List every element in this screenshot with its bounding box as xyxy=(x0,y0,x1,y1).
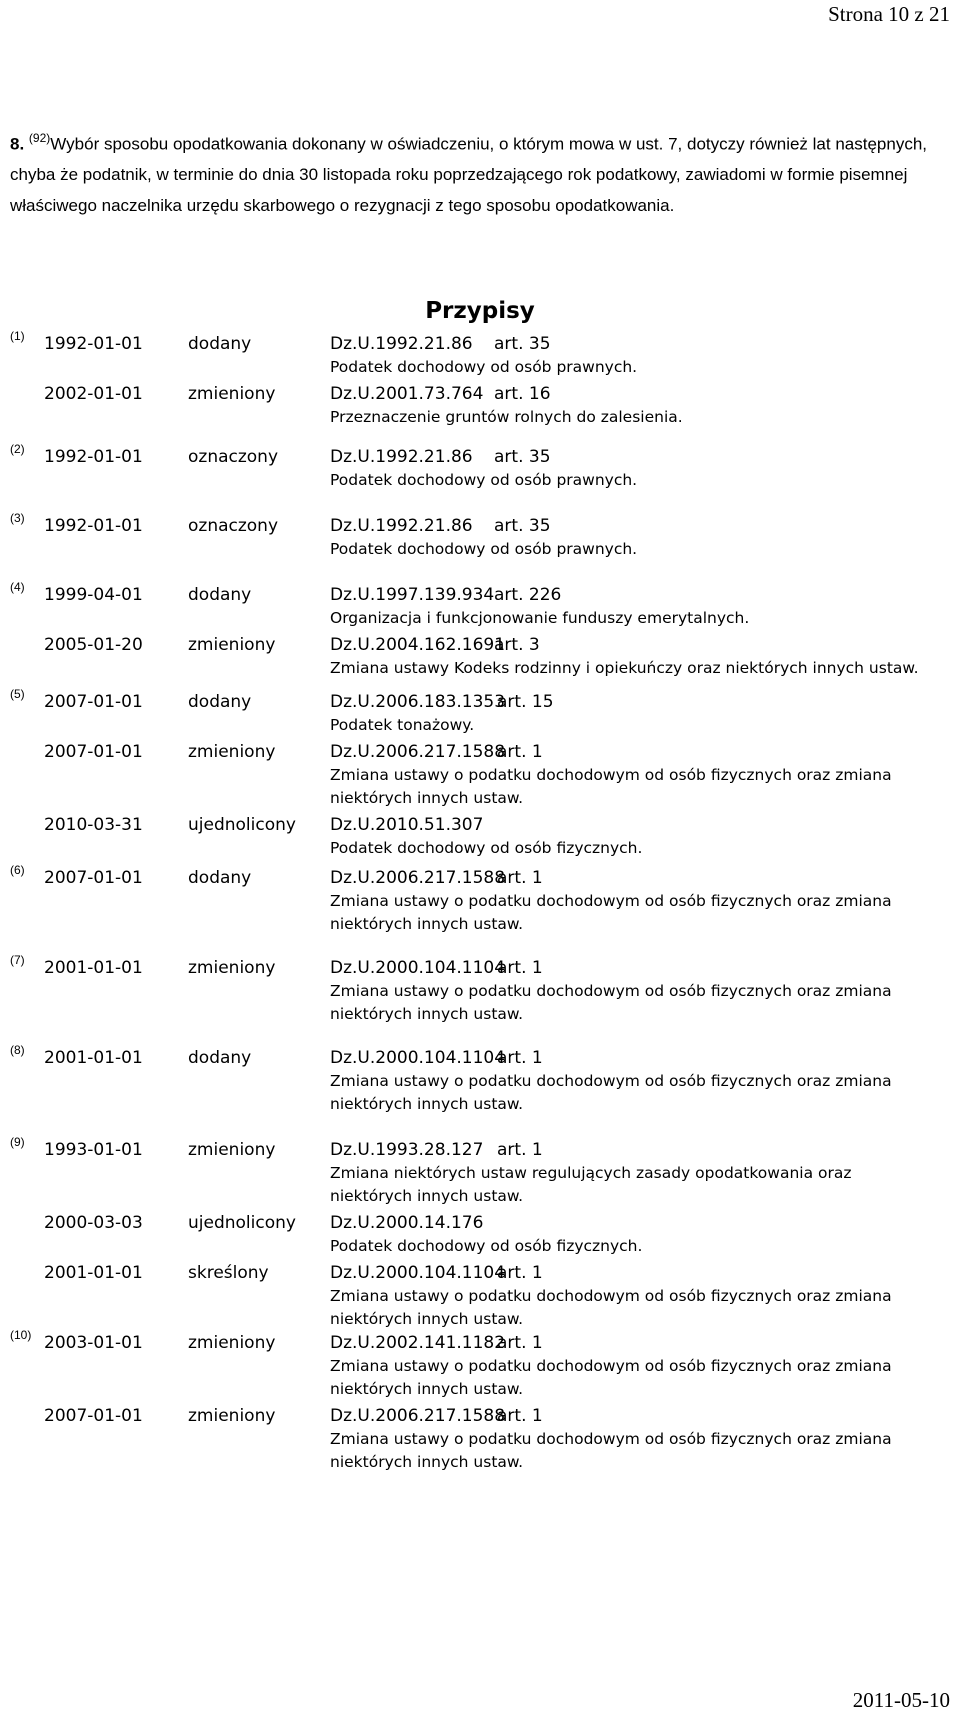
entry-journal-ref: Dz.U.2000.104.1104 xyxy=(330,958,506,978)
entry-date: 2000-03-03 xyxy=(44,1213,143,1233)
footnote-entry xyxy=(0,447,960,474)
entry-action: dodany xyxy=(188,334,252,354)
entry-description: Przeznaczenie gruntów rolnych do zalesienia. xyxy=(330,408,683,426)
entry-article: art. 16 xyxy=(494,384,551,404)
entry-journal-ref: Dz.U.2000.104.1104 xyxy=(330,1263,506,1283)
entry-action: zmieniony xyxy=(188,1140,276,1160)
footnote xyxy=(0,511,960,566)
entry-article: art. 1 xyxy=(497,1140,543,1160)
entry-journal-ref: Dz.U.1992.21.86 xyxy=(330,516,473,536)
footnote-marker: (3) xyxy=(10,511,25,525)
entry-journal-ref: Dz.U.2002.141.1182 xyxy=(330,1333,506,1353)
footnote-entry xyxy=(0,585,960,612)
footnote xyxy=(0,442,960,497)
footnote xyxy=(0,863,960,941)
footnote-marker: (2) xyxy=(10,442,25,456)
entry-description: Zmiana ustawy o podatku dochodowym od osób fizycznych oraz zmiana niektórych innych ustaw. xyxy=(330,1072,892,1113)
entry-action: zmieniony xyxy=(188,635,276,655)
paragraph-number: 8. xyxy=(10,134,25,154)
section-heading: Przypisy xyxy=(425,298,535,324)
footnote-entry xyxy=(0,635,960,662)
footnote-entry xyxy=(0,1213,960,1240)
entry-action: ujednolicony xyxy=(188,815,296,835)
footnote-entry xyxy=(0,692,960,719)
entry-article: art. 1 xyxy=(497,1333,543,1353)
entry-date: 2002-01-01 xyxy=(44,384,143,404)
footnote-entry xyxy=(0,1333,960,1360)
entry-description: Podatek dochodowy od osób prawnych. xyxy=(330,471,638,489)
entry-article: art. 1 xyxy=(497,1048,543,1068)
entry-article: art. 1 xyxy=(497,1263,543,1283)
entry-action: dodany xyxy=(188,1048,252,1068)
entry-article: art. 35 xyxy=(494,447,551,467)
entry-date: 1993-01-01 xyxy=(44,1140,143,1160)
footnote-entry xyxy=(0,958,960,985)
entry-date: 2001-01-01 xyxy=(44,958,143,978)
footnote xyxy=(0,1135,960,1336)
entry-date: 2001-01-01 xyxy=(44,1263,143,1283)
footnote xyxy=(0,1043,960,1121)
entry-date: 1992-01-01 xyxy=(44,447,143,467)
entry-description: Podatek dochodowy od osób fizycznych. xyxy=(330,839,643,857)
footnote-marker: (7) xyxy=(10,953,25,967)
entry-article: art. 226 xyxy=(494,585,562,605)
entry-journal-ref: Dz.U.2000.104.1104 xyxy=(330,1048,506,1068)
entry-article: art. 35 xyxy=(494,516,551,536)
entry-journal-ref: Dz.U.2006.217.1588 xyxy=(330,1406,506,1426)
entry-description: Organizacja i funkcjonowanie funduszy emerytalnych. xyxy=(330,609,750,627)
entry-date: 1992-01-01 xyxy=(44,334,143,354)
entry-journal-ref: Dz.U.2010.51.307 xyxy=(330,815,484,835)
entry-action: dodany xyxy=(188,692,252,712)
footnote-marker: (1) xyxy=(10,329,25,343)
entry-journal-ref: Dz.U.2006.217.1588 xyxy=(330,742,506,762)
entry-journal-ref: Dz.U.1992.21.86 xyxy=(330,447,473,467)
footnote-entry xyxy=(0,334,960,361)
entry-journal-ref: Dz.U.2006.183.1353 xyxy=(330,692,506,712)
footnote-marker: (4) xyxy=(10,580,25,594)
entry-description: Zmiana ustawy o podatku dochodowym od osób fizycznych oraz zmiana niektórych innych ustaw. xyxy=(330,1287,892,1328)
entry-action: zmieniony xyxy=(188,958,276,978)
entry-journal-ref: Dz.U.1993.28.127 xyxy=(330,1140,484,1160)
entry-description: Podatek tonażowy. xyxy=(330,716,475,734)
entry-article: art. 1 xyxy=(497,958,543,978)
footer-date: 2011-05-10 xyxy=(852,1688,950,1712)
entry-date: 2007-01-01 xyxy=(44,742,143,762)
entry-article: art. 1 xyxy=(497,742,543,762)
entry-description: Podatek dochodowy od osób fizycznych. xyxy=(330,1237,643,1255)
entry-action: oznaczony xyxy=(188,447,279,467)
entry-date: 2003-01-01 xyxy=(44,1333,143,1353)
entry-description: Zmiana ustawy o podatku dochodowym od osób fizycznych oraz zmiana niektórych innych ustaw. xyxy=(330,766,892,807)
footnote-entry xyxy=(0,742,960,769)
footnote-entry xyxy=(0,516,960,543)
entry-description: Zmiana ustawy o podatku dochodowym od osób fizycznych oraz zmiana niektórych innych ustaw. xyxy=(330,1430,892,1471)
footnote-marker: (6) xyxy=(10,863,25,877)
entry-action: oznaczony xyxy=(188,516,279,536)
entry-action: dodany xyxy=(188,585,252,605)
entry-journal-ref: Dz.U.1997.139.934 xyxy=(330,585,495,605)
footnote-marker: (5) xyxy=(10,687,25,701)
entry-date: 1999-04-01 xyxy=(44,585,143,605)
footnote-entry xyxy=(0,1263,960,1290)
page-number: Strona 10 z 21 xyxy=(828,2,950,26)
entry-date: 2005-01-20 xyxy=(44,635,143,655)
intro-paragraph xyxy=(10,124,940,221)
entry-journal-ref: Dz.U.1992.21.86 xyxy=(330,334,473,354)
entry-article: art. 35 xyxy=(494,334,551,354)
entry-description: Zmiana niektórych ustaw regulujących zasady opodatkowania oraz niektórych innych ustaw. xyxy=(330,1164,852,1205)
footnote-entry xyxy=(0,1406,960,1433)
footnote xyxy=(0,953,960,1031)
entry-description: Podatek dochodowy od osób prawnych. xyxy=(330,358,638,376)
entry-date: 1992-01-01 xyxy=(44,516,143,536)
entry-article: art. 1 xyxy=(497,868,543,888)
footnote-entry xyxy=(0,384,960,411)
entry-action: zmieniony xyxy=(188,1406,276,1426)
entry-action: zmieniony xyxy=(188,1333,276,1353)
entry-date: 2007-01-01 xyxy=(44,1406,143,1426)
entry-action: dodany xyxy=(188,868,252,888)
footnote-entry xyxy=(0,1048,960,1075)
entry-description: Podatek dochodowy od osób prawnych. xyxy=(330,540,638,558)
footnote xyxy=(0,580,960,685)
footnote-marker: (8) xyxy=(10,1043,25,1057)
entry-action: zmieniony xyxy=(188,384,276,404)
footnote-entry xyxy=(0,815,960,842)
entry-journal-ref: Dz.U.2001.73.764 xyxy=(330,384,484,404)
footnote-ref: (92) xyxy=(28,131,51,145)
paragraph-text: Wybór sposobu opodatkowania dokonany w oświadczeniu, o którym mowa w ust. 7, dotyczy również lat następnych, chyba że podatnik, w terminie do dnia 30 listopada roku poprzedzającego rok podatkowy, zawiadomi w formie pisemnej właściwego naczelnika urzędu skarbowego o rezygnacji z tego sposobu opodatkowania. xyxy=(10,134,928,215)
footnote xyxy=(0,1328,960,1479)
entry-action: ujednolicony xyxy=(188,1213,296,1233)
entry-date: 2007-01-01 xyxy=(44,868,143,888)
footnote-entry xyxy=(0,1140,960,1167)
entry-date: 2001-01-01 xyxy=(44,1048,143,1068)
entry-journal-ref: Dz.U.2006.217.1588 xyxy=(330,868,506,888)
entry-date: 2010-03-31 xyxy=(44,815,143,835)
footnote xyxy=(0,329,960,434)
entry-description: Zmiana ustawy o podatku dochodowym od osób fizycznych oraz zmiana niektórych innych ustaw. xyxy=(330,1357,892,1398)
entry-action: zmieniony xyxy=(188,742,276,762)
entry-description: Zmiana ustawy Kodeks rodzinny i opiekuńczy oraz niektórych innych ustaw. xyxy=(330,659,919,677)
entry-article: art. 15 xyxy=(497,692,554,712)
entry-article: art. 3 xyxy=(494,635,540,655)
entry-description: Zmiana ustawy o podatku dochodowym od osób fizycznych oraz zmiana niektórych innych ustaw. xyxy=(330,892,892,933)
entry-action: skreślony xyxy=(188,1263,269,1283)
entry-date: 2007-01-01 xyxy=(44,692,143,712)
footnote-marker: (10) xyxy=(10,1328,32,1342)
entry-description: Zmiana ustawy o podatku dochodowym od osób fizycznych oraz zmiana niektórych innych ustaw. xyxy=(330,982,892,1023)
footnote-marker: (9) xyxy=(10,1135,25,1149)
entry-journal-ref: Dz.U.2004.162.1691 xyxy=(330,635,506,655)
footnote-entry xyxy=(0,868,960,895)
entry-journal-ref: Dz.U.2000.14.176 xyxy=(330,1213,484,1233)
footnote xyxy=(0,687,960,865)
entry-article: art. 1 xyxy=(497,1406,543,1426)
